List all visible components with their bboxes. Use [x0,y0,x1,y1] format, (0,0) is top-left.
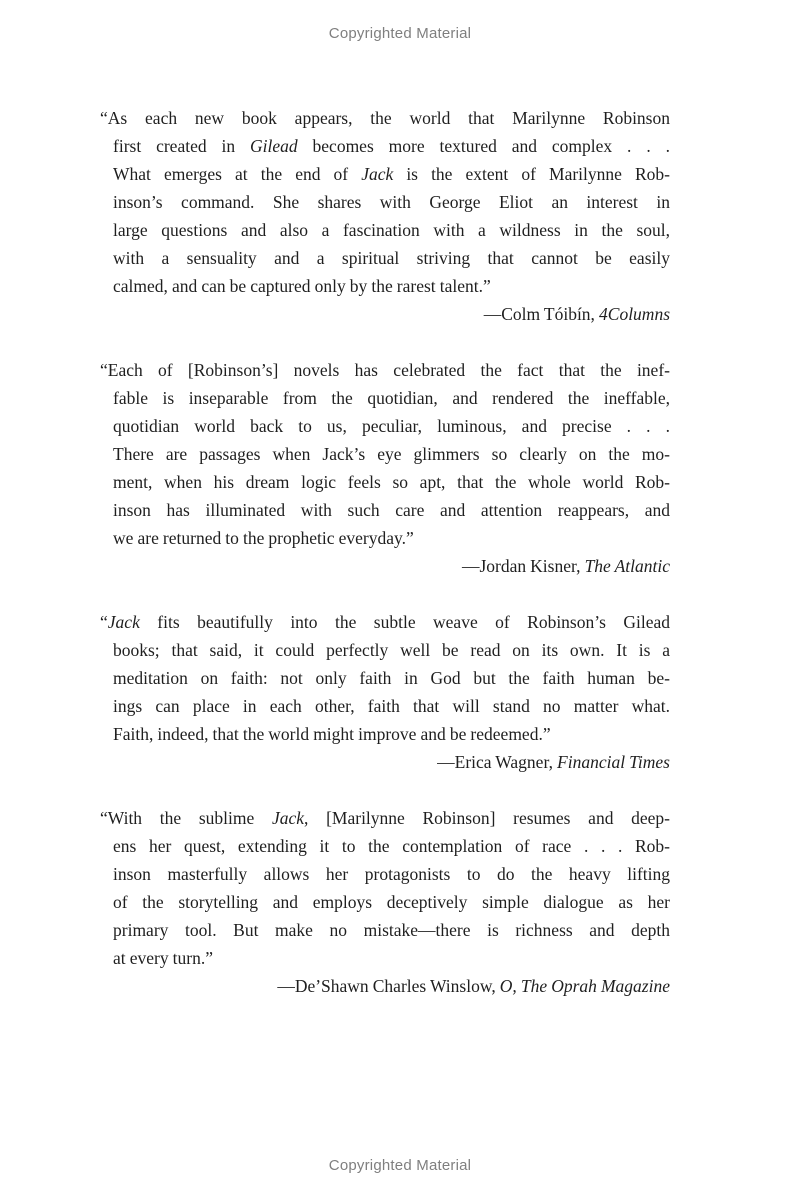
text-run: ings can place in each other, faith that will stand no matter what. [113,696,670,716]
text-run: becomes more textured and complex . . . [297,136,670,156]
quote-line [113,664,670,692]
quote-line [113,440,670,468]
quote-attribution [113,300,670,328]
text-run: “Each of [Robinson’s] novels has celebrated the fact that the inef- [100,360,670,380]
publication-title-italic: Jack [361,164,394,184]
review-quote [100,104,670,328]
text-run: ens her quest, extending it to the contemplation of race . . . Rob- [113,836,670,856]
text-run: we are returned to the prophetic everyday.” [113,528,414,548]
text-run: fable is inseparable from the quotidian, and rendered the ineffable, [113,388,670,408]
quote-line [113,244,670,272]
quote-line [113,496,670,524]
quote-line [113,412,670,440]
publication-title-italic: 4Columns [599,304,670,324]
text-run: inson’s command. She shares with George Eliot an interest in [113,192,670,212]
quote-line [113,888,670,916]
publication-title-italic: The Atlantic [584,556,670,576]
text-run: Faith, indeed, that the world might improve and be redeemed.” [113,724,551,744]
text-run: fits beautifully into the subtle weave of Robinson’s Gilead [139,612,670,632]
quote-line [113,160,670,188]
text-run: meditation on faith: not only faith in God but the faith human be- [113,668,670,688]
quote-line [113,384,670,412]
text-run: “With the sublime [100,808,272,828]
quote-line [113,860,670,888]
text-run: at every turn.” [113,948,213,968]
quote-line [113,944,670,972]
text-run: first created in [113,136,250,156]
quote-line [100,104,670,132]
text-run: ment, when his dream logic feels so apt, that the whole world Rob- [113,472,670,492]
quote-line [113,216,670,244]
quote-attribution [113,552,670,580]
quote-line [100,608,670,636]
text-run: calmed, and can be captured only by the rarest talent.” [113,276,491,296]
text-run: —Colm Tóibín, [483,304,600,324]
text-run: —Jordan Kisner, [461,556,585,576]
quote-line [100,804,671,832]
quote-line [113,832,670,860]
quote-line [100,356,670,384]
publication-title-italic: Jack [107,612,140,632]
text-run: —De’Shawn Charles Winslow, [277,976,500,996]
text-run: of the storytelling and employs deceptively simple dialogue as her [113,892,670,912]
review-quote [100,804,671,1000]
text-run: “ [100,612,108,632]
text-run: There are passages when Jack’s eye glimmers so clearly on the mo- [113,444,670,464]
quote-line [113,720,670,748]
quote-line [113,692,670,720]
quote-line [113,468,670,496]
text-run: is the extent of Marilynne Rob- [393,164,670,184]
publication-title-italic: Gilead [250,136,298,156]
text-run: What emerges at the end of [113,164,362,184]
text-run: books; that said, it could perfectly well be read on its own. It is a [113,640,670,660]
quote-line [113,188,670,216]
text-run: , [Marilynne Robinson] resumes and deep- [304,808,671,828]
text-run: —Erica Wagner, [437,752,558,772]
publication-title-italic: O, The Oprah Magazine [499,976,670,996]
text-run: large questions and also a fascination with a wildness in the soul, [113,220,670,240]
quote-line [113,272,670,300]
quotes-list [100,104,671,1000]
quote-attribution [113,748,670,776]
quote-line [113,636,670,664]
quote-attribution [113,972,670,1000]
text-run: with a sensuality and a spiritual striving that cannot be easily [113,248,670,268]
text-run: inson masterfully allows her protagonists to do the heavy lifting [113,864,670,884]
copyright-notice-top: Copyrighted Material [328,25,472,42]
publication-title-italic: Financial Times [557,752,670,772]
text-run: “As each new book appears, the world that Marilynne Robinson [100,108,670,128]
quote-line [113,132,670,160]
copyright-notice-bottom: Copyrighted Material [328,1157,472,1174]
publication-title-italic: Jack [271,808,305,828]
quote-line [113,916,670,944]
review-quote [100,356,670,580]
text-run: primary tool. But make no mistake—there is richness and depth [113,920,670,940]
quote-line [113,524,670,552]
review-quote [100,608,670,776]
text-run: quotidian world back to us, peculiar, luminous, and precise . . . [113,416,670,436]
text-run: inson has illuminated with such care and attention reappears, and [113,500,670,520]
